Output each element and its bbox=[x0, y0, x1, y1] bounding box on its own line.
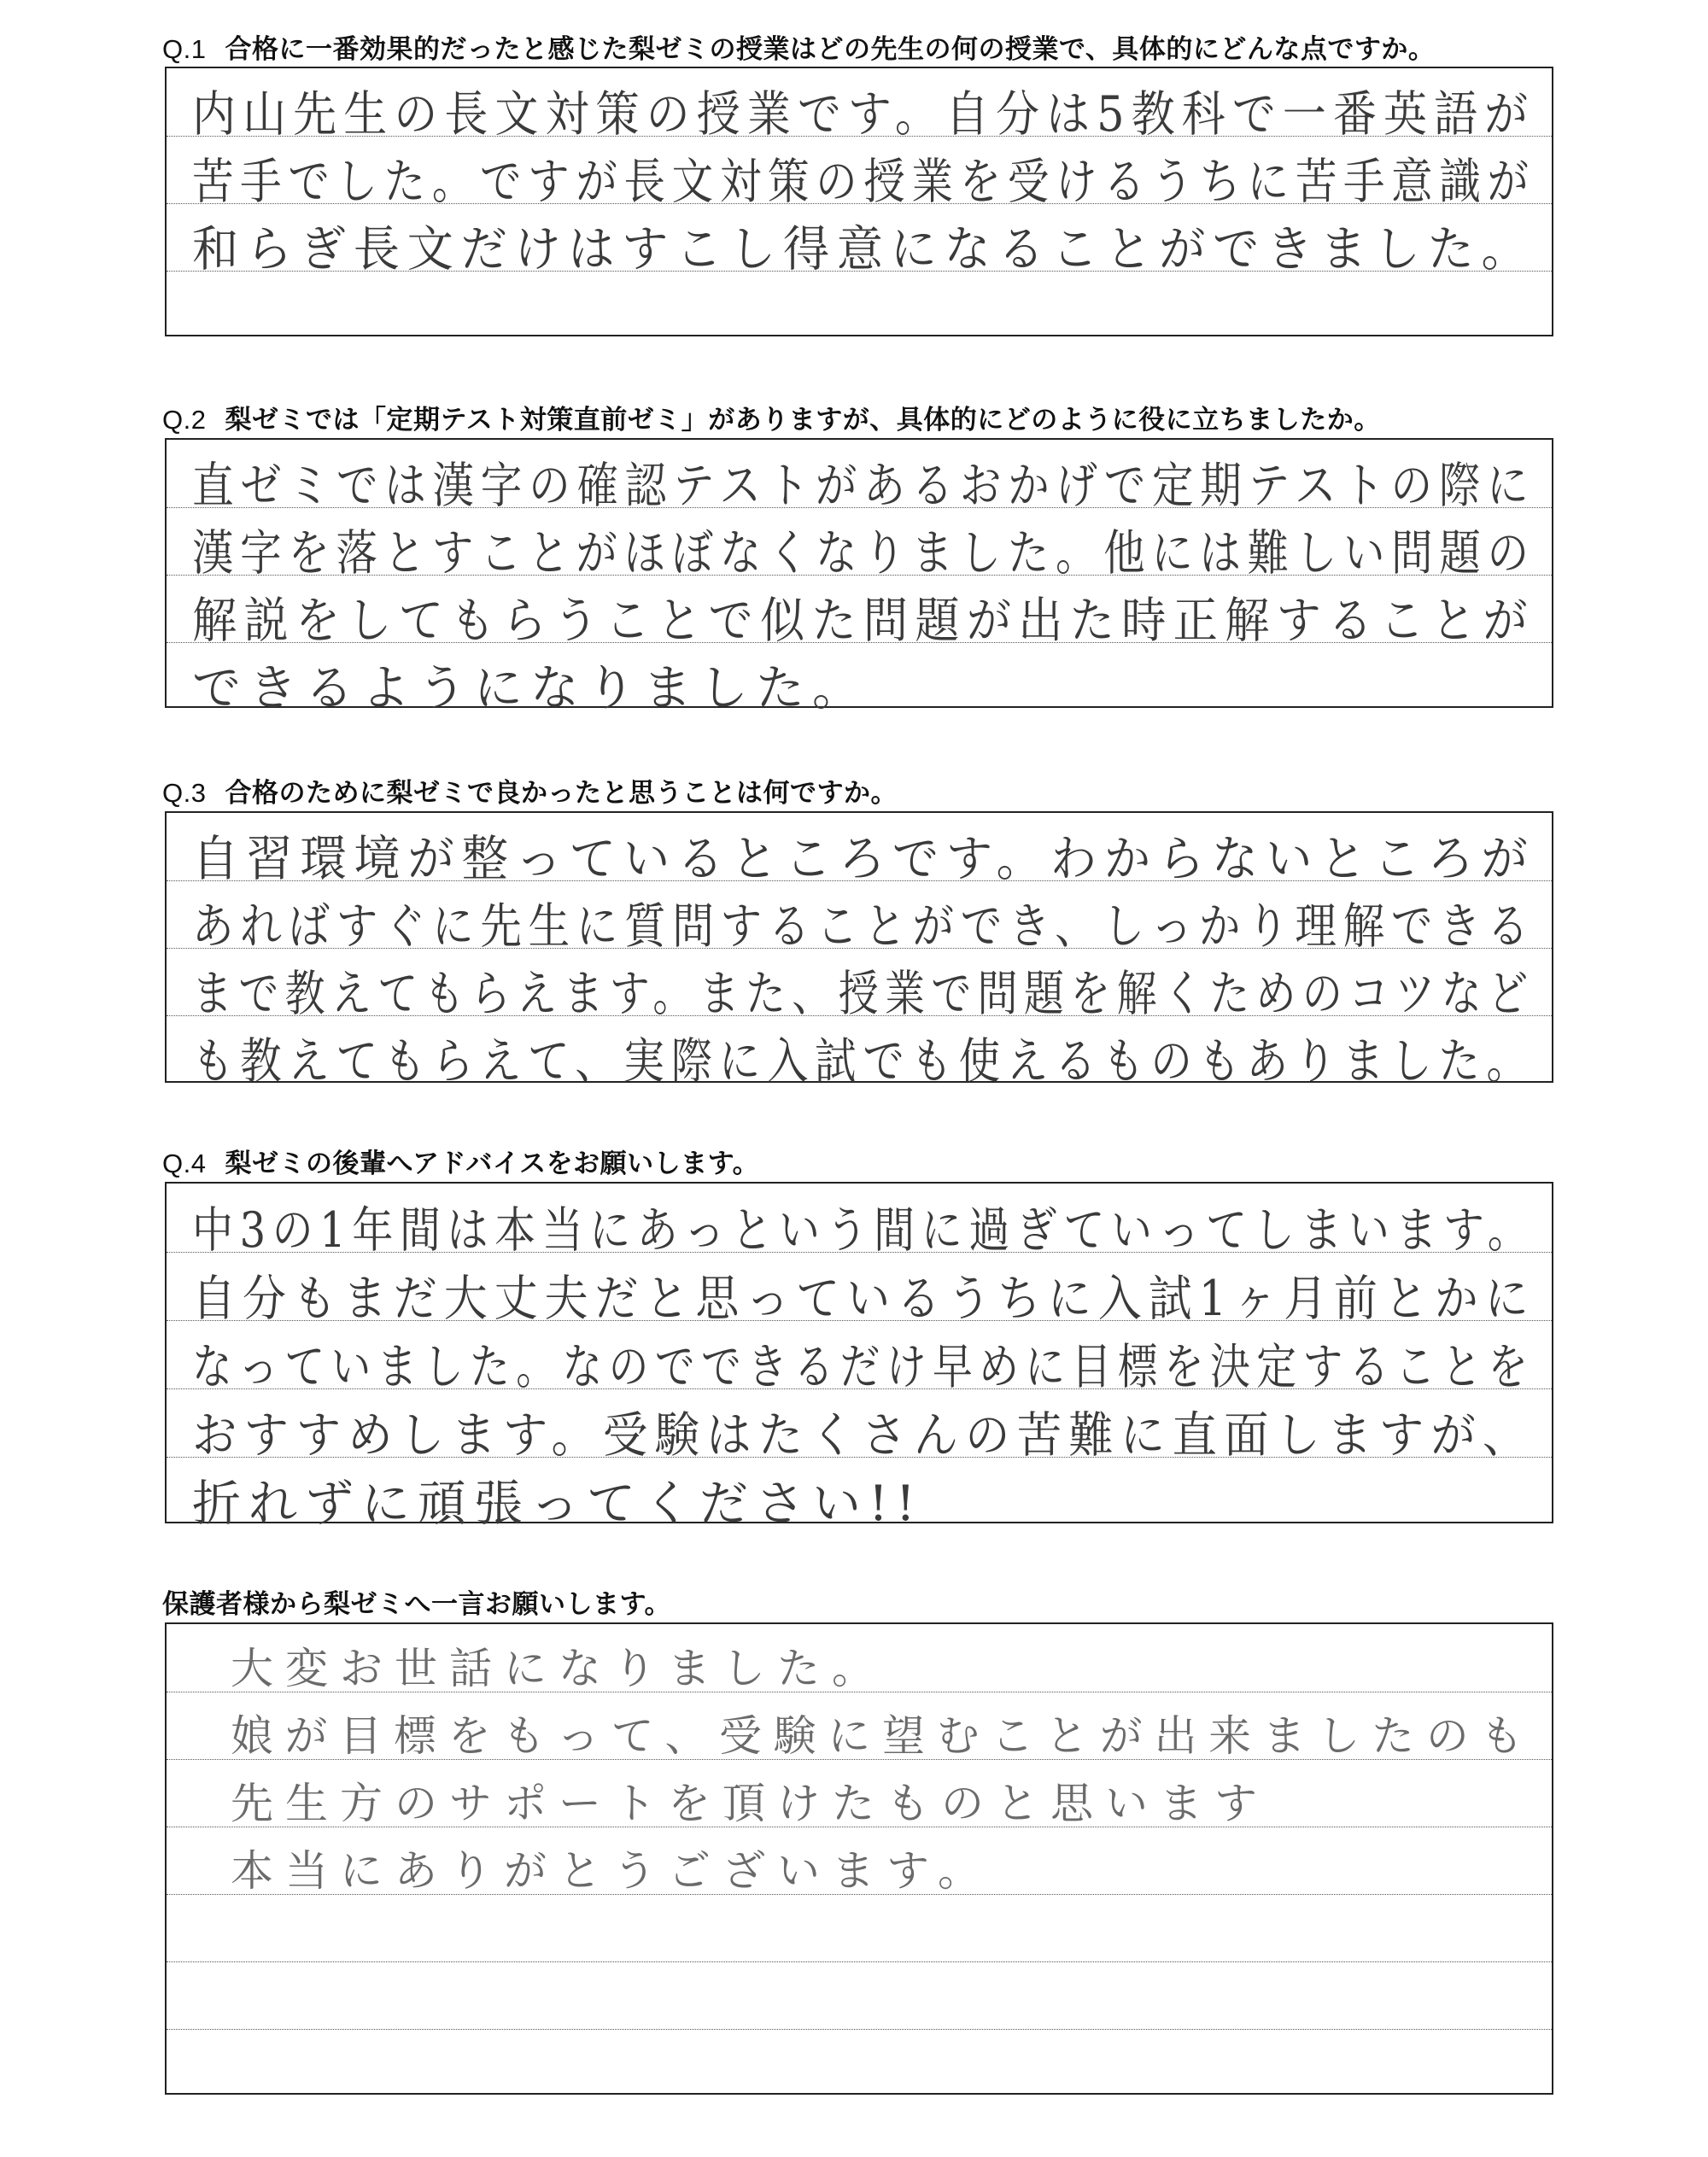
question-text: 梨ゼミの後輩へアドバイスをお願いします。 bbox=[225, 1149, 760, 1179]
handwritten-line: なっていました。なのでできるだけ早めに目標を決定することを bbox=[192, 1339, 1535, 1395]
handwritten-line: 和らぎ長文だけはすこし得意になることができました。 bbox=[192, 221, 1535, 278]
handwritten-line: おすすめします。受験はたくさんの苦難に直面しますが、 bbox=[192, 1407, 1535, 1464]
handwritten-line: 大変お世話になりました。 bbox=[231, 1644, 886, 1693]
question-text: 合格に一番効果的だったと感じた梨ゼミの授業はどの先生の何の授業で、具体的にどんな点ですか。 bbox=[225, 34, 1436, 65]
answer-box-q4 bbox=[165, 1182, 1553, 1532]
handwritten-line: 先生方のサポートを頂けたものと思います bbox=[231, 1779, 1269, 1828]
handwritten-line: 自分もまだ大丈夫だと思っているうちに入試1ヶ月前とかに bbox=[192, 1271, 1535, 1327]
handwritten-line: 折れずに頑張ってください!! bbox=[192, 1476, 923, 1532]
question-heading-q4 bbox=[162, 1142, 759, 1180]
handwritten-line: あればすぐに先生に質問することができ、しっかり理解できる bbox=[192, 898, 1535, 955]
handwritten-line: 本当にありがとうございます。 bbox=[231, 1846, 992, 1896]
question-number: Q.4 bbox=[162, 1149, 207, 1178]
question-heading-q3 bbox=[162, 771, 898, 810]
handwritten-line: 自習環境が整っているところです。わからないところが bbox=[192, 831, 1535, 887]
ruled-line bbox=[167, 1961, 1552, 1962]
answer-box-parent bbox=[165, 1622, 1553, 2095]
question-text: 梨ゼミでは「定期テスト対策直前ゼミ」がありますが、具体的にどのように役に立ちましたか。 bbox=[225, 405, 1381, 435]
question-number: Q.3 bbox=[162, 778, 207, 808]
handwritten-line: 娘が目標をもって、受験に望むことが出来ましたのも bbox=[231, 1711, 1535, 1761]
ruled-line bbox=[167, 2029, 1552, 2030]
handwritten-line: 中3の1年間は本当にあっという間に過ぎていってしまいます。 bbox=[192, 1202, 1535, 1259]
handwritten-line: まで教えてもらえます。また、授業で問題を解くためのコツなど bbox=[192, 966, 1535, 1022]
handwritten-line: できるようになりました。 bbox=[192, 660, 869, 716]
question-number: Q.1 bbox=[162, 34, 207, 64]
answer-box-q3 bbox=[165, 811, 1553, 1090]
answer-box-q1 bbox=[165, 67, 1553, 336]
handwritten-line: 解説をしてもらうことで似た問題が出た時正解することが bbox=[192, 593, 1535, 649]
question-heading-q1 bbox=[162, 27, 1435, 66]
handwritten-line: も教えてもらえて、実際に入試でも使えるものもありました。 bbox=[192, 1033, 1535, 1090]
question-heading-parent bbox=[162, 1582, 671, 1621]
handwritten-line: 内山先生の長文対策の授業です。自分は5教科で一番英語が bbox=[192, 86, 1535, 143]
answer-box-q2 bbox=[165, 438, 1553, 716]
question-text: 保護者様から梨ゼミへ一言お願いします。 bbox=[162, 1589, 672, 1620]
question-heading-q2 bbox=[162, 398, 1381, 436]
handwritten-line: 漢字を落とすことがほぼなくなりました。他には難しい問題の bbox=[192, 525, 1535, 582]
handwritten-line: 苦手でした。ですが長文対策の授業を受けるうちに苦手意識が bbox=[192, 154, 1535, 210]
question-number: Q.2 bbox=[162, 405, 207, 435]
handwritten-line: 直ゼミでは漢字の確認テストがあるおかげで定期テストの際に bbox=[192, 458, 1535, 514]
question-text: 合格のために梨ゼミで良かったと思うことは何ですか。 bbox=[225, 778, 898, 809]
